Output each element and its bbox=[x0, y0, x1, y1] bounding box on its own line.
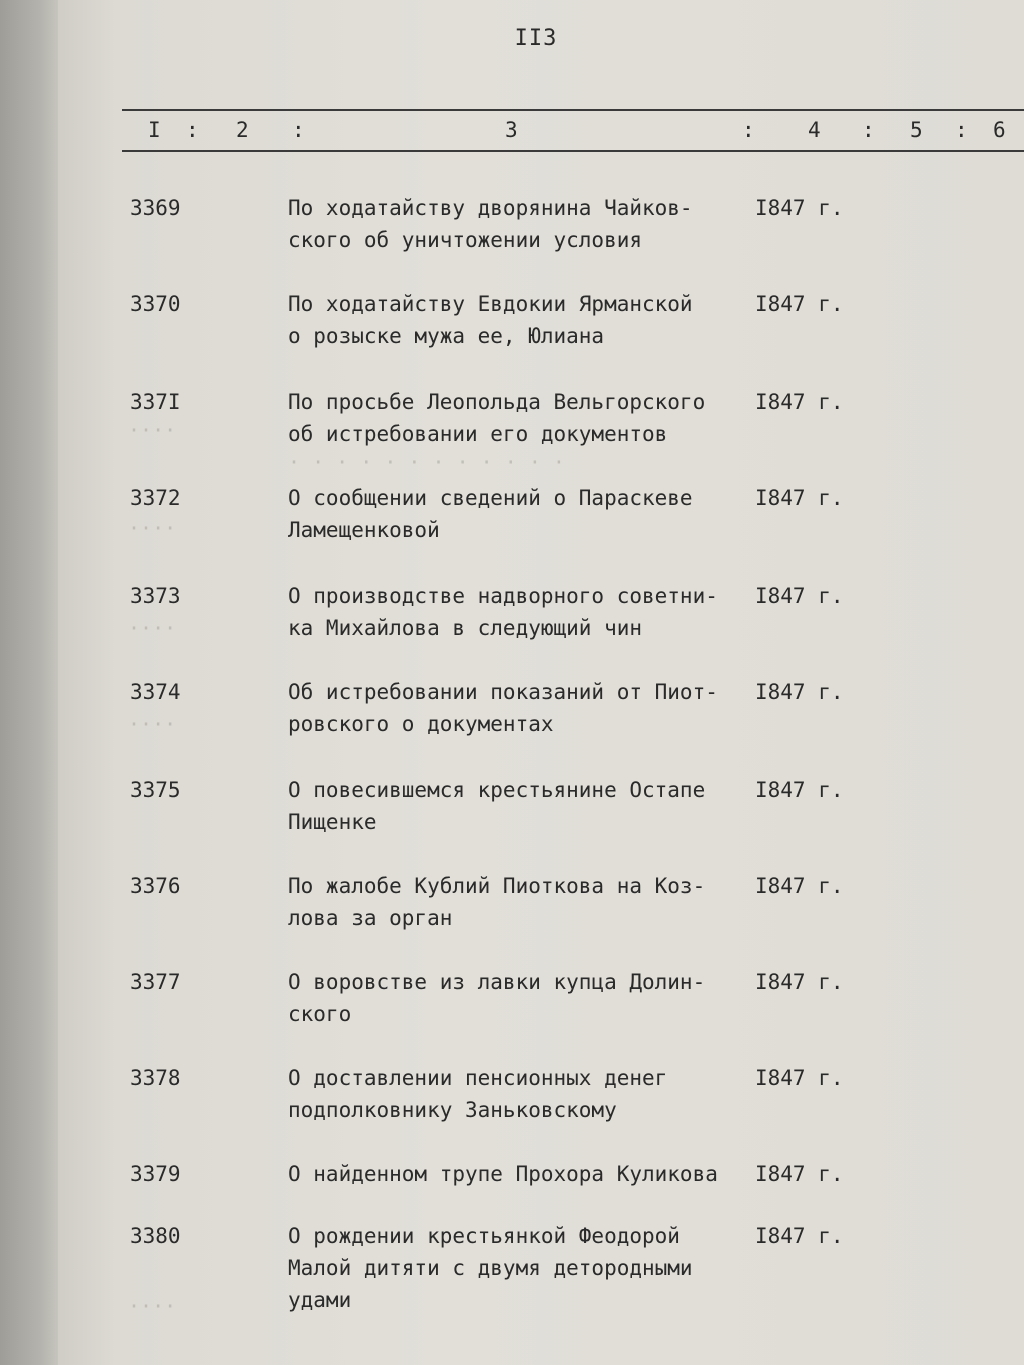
entry-number: 3375 bbox=[130, 778, 181, 802]
entry-description bbox=[288, 288, 748, 352]
entry-number: 3380 bbox=[130, 1224, 181, 1248]
column-header-2: 2 bbox=[236, 118, 249, 142]
column-header-3: 3 bbox=[505, 118, 518, 142]
description-line: удами bbox=[288, 1288, 352, 1312]
entry-number: 337I bbox=[130, 390, 181, 414]
column-separator: : bbox=[862, 118, 875, 142]
entry-description bbox=[288, 1220, 748, 1316]
entry-number: 3377 bbox=[130, 970, 181, 994]
description-line: О доставлении пенсионных денег bbox=[288, 1066, 668, 1090]
entry-description bbox=[288, 192, 748, 256]
description-line: ровского о документах bbox=[288, 712, 554, 736]
header-rule-top bbox=[122, 109, 1024, 111]
entry-year: I847 г. bbox=[755, 486, 844, 510]
description-line: О воровстве из лавки купца Долин- bbox=[288, 970, 706, 994]
entry-number: 3373 bbox=[130, 584, 181, 608]
column-separator: : bbox=[955, 118, 968, 142]
column-header-1: I bbox=[148, 118, 161, 142]
entry-year: I847 г. bbox=[755, 778, 844, 802]
column-header-4: 4 bbox=[808, 118, 821, 142]
description-line: об истребовании его документов bbox=[288, 422, 668, 446]
bleed-through: ···· bbox=[128, 616, 177, 640]
entry-year: I847 г. bbox=[755, 1066, 844, 1090]
description-line: ка Михайлова в следующий чин bbox=[288, 616, 643, 640]
description-line: По просьбе Леопольда Вельгорского bbox=[288, 390, 706, 414]
description-line: О производстве надворного советни- bbox=[288, 584, 718, 608]
column-separator: : bbox=[186, 118, 199, 142]
bleed-through: ···· bbox=[128, 418, 177, 442]
description-line: о розыске мужа ее, Юлиана bbox=[288, 324, 605, 348]
entry-year: I847 г. bbox=[755, 680, 844, 704]
column-separator: : bbox=[292, 118, 305, 142]
description-line: Малой дитяти с двумя детородными bbox=[288, 1256, 693, 1280]
bleed-through: · · · · · · · · · · · · bbox=[288, 450, 565, 474]
description-line: Пищенке bbox=[288, 810, 377, 834]
entry-year: I847 г. bbox=[755, 970, 844, 994]
column-header-6: 6 bbox=[993, 118, 1006, 142]
entry-description bbox=[288, 870, 748, 934]
description-line: По жалобе Кублий Пиоткова на Коз- bbox=[288, 874, 706, 898]
entry-year: I847 г. bbox=[755, 1162, 844, 1186]
entry-description bbox=[288, 774, 748, 838]
entry-description bbox=[288, 386, 748, 450]
entry-description bbox=[288, 580, 748, 644]
entry-number: 3372 bbox=[130, 486, 181, 510]
column-header-5: 5 bbox=[910, 118, 923, 142]
entry-year: I847 г. bbox=[755, 292, 844, 316]
entry-year: I847 г. bbox=[755, 196, 844, 220]
description-line: О рождении крестьянкой Феодорой bbox=[288, 1224, 680, 1248]
entry-number: 3378 bbox=[130, 1066, 181, 1090]
entry-number: 3376 bbox=[130, 874, 181, 898]
description-line: ского bbox=[288, 1002, 352, 1026]
entry-year: I847 г. bbox=[755, 874, 844, 898]
entry-description bbox=[288, 676, 748, 740]
description-line: О сообщении сведений о Параскеве bbox=[288, 486, 693, 510]
bleed-through: ···· bbox=[128, 712, 177, 736]
page-number: II3 bbox=[514, 26, 558, 51]
entry-number: 3374 bbox=[130, 680, 181, 704]
entry-number: 3369 bbox=[130, 196, 181, 220]
description-line: По ходатайству Евдокии Ярманской bbox=[288, 292, 693, 316]
entry-year: I847 г. bbox=[755, 390, 844, 414]
column-separator: : bbox=[742, 118, 755, 142]
entry-description bbox=[288, 966, 748, 1030]
entry-description bbox=[288, 482, 748, 546]
description-line: По ходатайству дворянина Чайков- bbox=[288, 196, 693, 220]
description-line: Ламещенковой bbox=[288, 518, 440, 542]
description-line: О найденном трупе Прохора Куликова bbox=[288, 1162, 718, 1186]
entry-number: 3370 bbox=[130, 292, 181, 316]
previous-page-edge bbox=[0, 0, 58, 1365]
entry-year: I847 г. bbox=[755, 584, 844, 608]
description-line: подполковнику Заньковскому bbox=[288, 1098, 617, 1122]
entry-number: 3379 bbox=[130, 1162, 181, 1186]
description-line: Об истребовании показаний от Пиот- bbox=[288, 680, 718, 704]
entry-year: I847 г. bbox=[755, 1224, 844, 1248]
header-rule-bottom bbox=[122, 150, 1024, 152]
entry-description bbox=[288, 1062, 748, 1126]
description-line: О повесившемся крестьянине Остапе bbox=[288, 778, 706, 802]
entry-description bbox=[288, 1158, 748, 1190]
description-line: ского об уничтожении условия bbox=[288, 228, 643, 252]
bleed-through: ···· bbox=[128, 1294, 177, 1318]
description-line: лова за орган bbox=[288, 906, 453, 930]
bleed-through: ···· bbox=[128, 516, 177, 540]
